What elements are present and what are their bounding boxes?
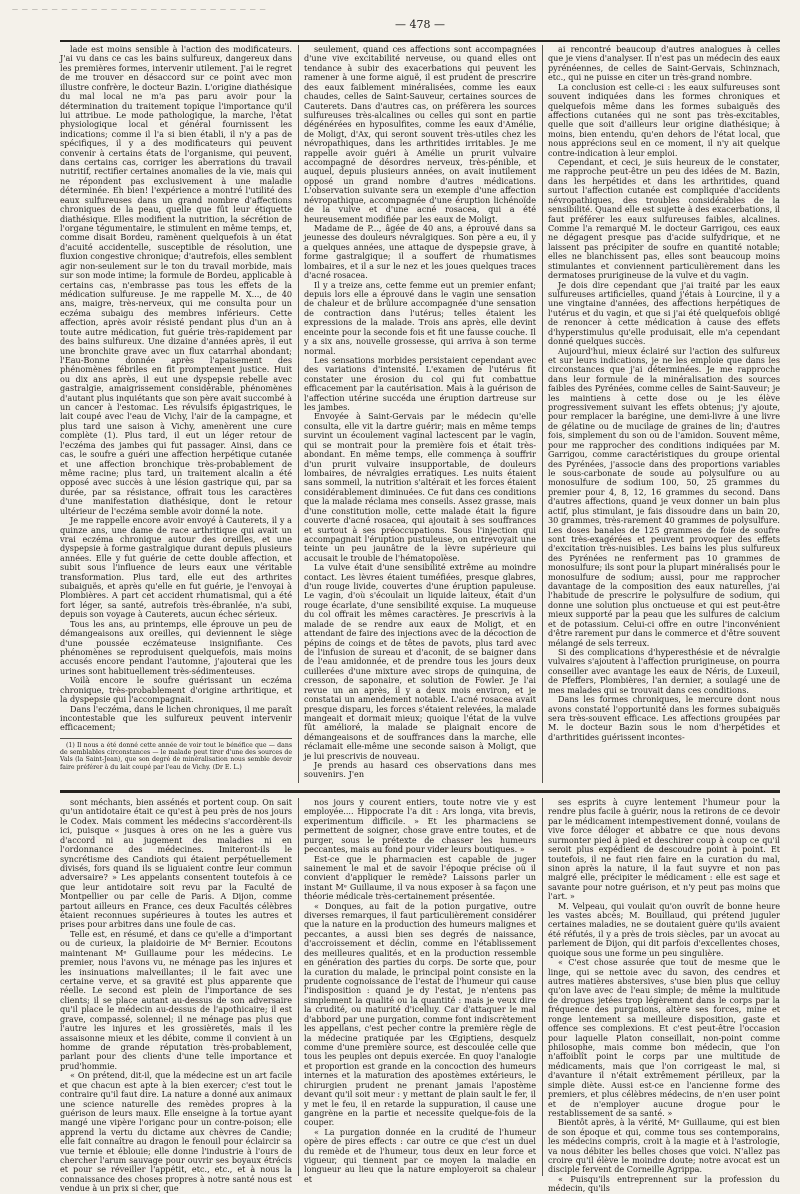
- paragraph: Aujourd'hui, mieux éclairé sur l'action des sulfureux et sur leurs indications, je ne les emploie que dans les circonstances que j'ai déterminées. Je me rapproche dans leur formule de la minéralisation des sources faibles des Pyrénées, comme celles de Saint-Sauveur; je les maintiens à cette dose ou je les élève progressivement suivant les effets obtenus; j'y ajoute, pour remplacer la barégine, une demi-livre à une livre de gélatine ou de mucilage de graines de lin; d'autres fois, simplement du son ou de l'amidon. Souvent même, pour me rapprocher des conditions indiquées par M. Garrigou, comme caractéristiques du groupe oriental des Pyrénées, j'associe dans des proportions variables le sous-carbonate de soude au polysulfure ou au monosulfure de sodium 100, 50, 25 grammes du premier pour 4, 8, 12, 16 grammes du second. Dans d'autres affections, quand je veux donner un bain plus actif, plus stimulant, je fais dissoudre dans un bain 20, 30 grammes, très-rarement 40 grammes de polysulfure. Les doses banales de 125 grammes de foie de soufre sont très-exagérées et peuvent provoquer des effets d'excitation très-nuisibles. Les bains les plus sulfureux des Pyrénées ne renferment pas 10 grammes de monosulfure; ils sont pour la plupart minéralisés pour le monosulfure de sodium; aussi, pour me rapprocher davantage de la composition des eaux naturelles, j'ai l'habitude de prescrire le polysulfure de sodium, qui donne une solution plus onctueuse et qui est peut-être mieux supporté par la peau que les sulfures de calcium et de potassium. Celui-ci offre en outre l'inconvénient d'être rarement pur dans le commerce et d'être souvent mélangé de sels terreux.: [548, 345, 780, 648]
- paragraph: Les sensations morbides persistaient cependant avec des variations d'intensité. L'examen de l'utérus fit constater une érosion du col qui fut combattue efficacement par la cautérisation. Mais à la guérison de l'affection utérine succéda une éruption dartreuse sur les jambes.: [304, 354, 536, 413]
- column-divider: [542, 798, 543, 1176]
- paragraph: « La purgation donnée en la crudité de l'humeur opère de pires effects : car outre ce que c'est un duel du remède et de l'humeur, tous deux en leur force et vigueur, qui tiennent par ce moyen la maladie en longueur au lieu que la nature employeroit sa chaleur et: [304, 1126, 536, 1184]
- paragraph: Voilà encore le soufre guérissant un eczéma chronique, très-probablement d'origine arthritique, et la dyspepsie qui l'accompagnait.: [60, 675, 292, 705]
- paragraph: « Puisqu'ils entreprennent sur la profession du médecin, qu'ils: [548, 1173, 780, 1194]
- column-divider: [298, 798, 299, 1176]
- upper-column-1: [60, 45, 292, 783]
- paragraph: Telle est, en résumé, et dans ce qu'elle a d'important ou de curieux, la plaidoirie de Mᵉ Bernier. Ecoutons maintenant Mᵉ Guillaume pour les médecins. Le premier, nous l'avons vu, ne ménage pas les injures et les insinuations malveillantes; il le fait avec une certaine verve, et sa gravité est plus apparente que réelle. Le second est plein de l'importance de ses clients; il se place autant au-dessus de son adversaire qu'il place le médecin au-dessus de l'apothicaire; il est grave, compassé, solennel; il ne ménage pas plus que l'autre les injures et les grossièretés, mais il les assaisonne mieux et les débite, comme il convient à un homme de grande réputation très-probablement, parlant pour des clients d'une telle importance et prud'hommie.: [60, 928, 292, 1071]
- paragraph: « Donques, au fait de la potion purgative, outre diverses remarques, il faut particulièrement considérer que la nature en la production des humeurs malignes et peccantes, a aussi bien ses degrés de naissance, d'accroissement et déclin, comme en l'établissement des meilleures qualités, et en la production ressemble en génération des parties du corps. De sorte que, pour la curation du malade, le principal point consiste en la prudente cognoissance de l'estat de l'humeur qui cause l'indisposition : quand je dy l'estat, je n'entens pas simplement la qualité ou la quantité : mais je veux dire la crudité, ou maturité d'icelluy. Car d'attaquer le mal d'abbord par une purgation, comme font indiscrètement les appellans, c'est pecher contre la première règle de la médecine pratiquée par les Œgiptiens, desquelz comme d'une première source, est descoulée celle que tous les peuples ont depuis exercée. En quoy l'analogie et proportion est grande en la concoction des humeurs internes et la maturation des apostèmes extérieurs, le chirurgien prudent ne prenant jamais l'apostème devant qu'il soit meur : y mettant de plain sault le fer, il y met le feu, il en retarde la suppuration, il cause une gangrène en la partie et necessite quelque-fois de la couper.: [304, 900, 536, 1128]
- paragraph: Dans l'eczéma, dans le lichen chroniques, il me paraît incontestable que les sulfureux peuvent intervenir efficacement;: [60, 703, 292, 733]
- upper-column-3: [548, 45, 780, 783]
- paragraph: Tous les ans, au printemps, elle éprouve un peu de démangeaisons aux oreilles, qui deviennent le siège d'une poussée eczémateuse insignifiante. Ces phénomènes se reproduisent quelquefois, mais moins accusés encore pendant l'automne, j'ajouterai que les urines sont habituellement très-sédimenteuses.: [60, 618, 292, 676]
- lower-column-3: [548, 797, 780, 1194]
- paragraph: seulement, quand ces affections sont accompagnées d'une vive excitabilité nerveuse, ou quand elles ont tendance à subir des exacerbations qui peuvent les ramener à une forme aiguë, il est prudent de prescrire des eaux faiblement minéralisées, comme les eaux chaudes, celles de Saint-Sauveur, certaines sources de Cauterets. Dans d'autres cas, on préfèrera les sources sulfureuses très-alcalines ou celles qui sont en partie dégénérées en hyposulfites, comme les eaux d'Amélie, de Moligt, d'Ax, qui seront souvent très-utiles chez les névropathiques, dans les arthritides irritables. Je me rappelle avoir guéri à Amélie un prurit vulvaire accompagné de désordres nerveux, très-pénible, et auquel, depuis plusieurs années, on avait inutilement opposé un grand nombre d'autres médications. L'observation suivante sera un exemple d'une affection névropathique, accompagnée d'une éruption lichénoïde de la vulve et d'une acné rosacea, qui a été heureusement modifiée par les eaux de Moligt.: [304, 44, 536, 224]
- section-rule: [60, 790, 780, 793]
- paragraph: Envoyée à Saint-Gervais par le médecin qu'elle consulta, elle vit la dartre guérir; mais en même temps survint un écoulement vaginal lactescent par le vagin, qui se montrait pour la première fois et était très-abondant. En même temps, elle commença à souffrir d'un prurit vulvaire insupportable, de douleurs lombaires, de névralgies erratiques. Les nuits étaient sans sommeil, la nutrition s'altérait et les forces étaient considérablement diminuées. Ce fut dans ces conditions que la malade réclama mes conseils. Assez grasse, mais d'une constitution molle, cette malade était la figure couverte d'acné rosacea, qui ajoutait à ses souffrances et surtout à ses préoccupations. Sous l'injection qui accompagnait l'éruption pustuleuse, on entrevoyait une teinte un peu jaunâtre de la lèvre supérieure qui accusait le trouble de l'hématopoïèse.: [304, 411, 536, 563]
- page-header: [60, 14, 780, 40]
- scan-mark: — — — — — — — — — — — — — — — — — — — — — — — — — —: [12, 6, 267, 13]
- footnote: [60, 738, 292, 771]
- paragraph: ai rencontré beaucoup d'autres analogues à celles que je viens d'analyser. Il n'est pas un médecin des eaux pyrénéennes, de celles de Saint-Gervais, Schinznach, etc., qui ne puisse en citer un très-grand nombre.: [548, 44, 780, 83]
- paragraph: Bientôt après, à la vérité, Mᵉ Guillaume, qui est bien de son époque et qui, comme tous ses contemporains, les médecins compris, croit à la magie et à l'astrologie, va nous débiter les belles choses que voici. N'allez pas croire qu'il élève le moindre doute; notre avocat est un disciple fervent de Corneille Agrippa.: [548, 1117, 780, 1175]
- paragraph: Je prends au hasard ces observations dans mes souvenirs. J'en: [304, 760, 536, 780]
- paragraph: M. Velpeau, qui voulait qu'on ouvrît de bonne heure les vastes abcès; M. Bouillaud, qui prétend juguler certaines maladies, ne se doutaient guère qu'ils avaient été réfutés, il y a près de trois siècles, par un avocat au parlement de Dijon, qui dit parfois d'excellentes choses, quoique sous une forme un peu singulière.: [548, 900, 780, 958]
- page-number: — 478 —: [395, 18, 445, 31]
- paragraph: Dans les formes chroniques, le mercure dont nous avons constaté l'opportunité dans les formes subaiguës sera très-souvent efficace. Les affections groupées par M. le docteur Bazin sous le nom d'herpétides et d'arthritides guérissent incontes-: [548, 694, 780, 742]
- lower-column-2: [304, 797, 536, 1184]
- paragraph: Cependant, et ceci, je suis heureux de le constater, me rapproche peut-être un peu des idées de M. Bazin, dans les herpétides et dans les arthritides, quand surtout l'affection cutanée est compliquée d'accidents névropathiques, des troubles considérables de la sensibilité. Quand elle est sujette à des exacerbations, il faut préférer les eaux sulfureuses faibles, alcalines. Comme l'a remarqué M. le docteur Garrigou, ces eaux ne dégagent presque pas d'acide sulfydrique, et ne laissent pas précipiter de soufre en quantité notable; elles ne blanchissent pas, elles sont beaucoup moins stimulantes et conviennent particulièrement dans les dermatoses prurigineuse de la vulve et du vagin.: [548, 157, 780, 281]
- paragraph: Je dois dire cependant que j'ai traité par les eaux sulfureuses artificielles, quand j'étais à Lourcine, il y a une vingtaine d'années, des affections herpétiques de l'utérus et du vagin, et que si j'ai été quelquefois obligé de renoncer à cette médication à cause des effets d'hyperstimulus qu'elle produisait, elle m'a cependant donné quelques succès.: [548, 279, 780, 347]
- paragraph: Je me rappelle encore avoir envoyé à Cauterets, il y a quinze ans, une dame de race arthritique qui avait un vrai eczéma chronique autour des oreilles, et une dyspepsie à forme gastralgique durant depuis plusieurs années. Elle y fut guérie de cette double affection, et subit sous l'influence de leurs eaux une véritable transformation. Plus tard, elle eut des arthrites subaiguës, et après qu'elle en fut guérie, je l'envoyai à Plombières. A part cet accident rhumatismal, qui a été fort léger, sa santé, autrefois très-ébranlée, n'a subi, depuis son voyage à Cauterets, aucun échec sérieux.: [60, 515, 292, 620]
- column-divider: [542, 45, 543, 783]
- footnote-text: (1) Il nous a été donné cette année de voir tout le bénéfice que — dans de semblables circonstances — le malade peut tirer d'une des sources de Vals (la Saint-Jean), que son degré de minéralisation nous semble devoir faire préférer à du lait coupé par l'eau de Vichy. (Dr E. L.): [60, 741, 292, 771]
- paragraph: Est-ce que le pharmacien est capable de juger sainement le mal et de savoir l'époque précise où il convient d'appliquer le remède? Laissons parler un instant Mᵉ Guillaume, il va nous exposer à sa façon une théorie médicale très-certainement présentée.: [304, 853, 536, 902]
- paragraph: Il y a treize ans, cette femme eut un premier enfant; depuis lors elle a éprouvé dans le vagin une sensation de chaleur et de brûlure accompagnée d'une sensation de contraction dans l'utérus; telles étaient les expressions de la malade. Trois ans après, elle devint enceinte pour la seconde fois et fit une fausse couche. Il y a six ans, nouvelle grossesse, qui arriva à son terme normal.: [304, 279, 536, 356]
- paragraph: La conclusion est celle-ci : les eaux sulfureuses sont souvent indiquées dans les formes chroniques et quelquefois même dans les formes subaiguës des affections cutanées qui ne sont pas très-excitables, quelle que soit d'ailleurs leur origine diathésique; à moins, bien entendu, qu'en dehors de l'état local, que nous apprécions seul en ce moment, il n'y ait quelque contre-indication à leur emploi.: [548, 81, 780, 158]
- paragraph: nos jours y courent entiers, toute notre vie y est employée.... Hippocrate l'a dit : Ars longa, vita brevis, experimentum difficile. » Et les pharmaciens se permettent de soigner, chose grave entre toutes, et de purger, sous le prétexte de chasser les humeurs peccantes, mais au fond pour vider leurs boutiques. »: [304, 797, 536, 855]
- paragraph: Madame de P..., âgée de 40 ans, a éprouvé dans sa jeunesse des douleurs névralgiques. Son père a eu, il y a quelques années, une attaque de dyspepsie grave, à forme gastralgique; il a souffert de rhumatismes lombaires, et il a sur le nez et les joues quelques traces d'acné rosacea.: [304, 223, 536, 281]
- lower-column-1: [60, 797, 292, 1194]
- header-rule: [60, 40, 780, 42]
- paragraph: « On prétend, dit-il, que la médecine est un art facile et que chacun est apte à la bien exercer; c'est tout le contraire qu'il faut dire. La nature a donné aux animaux une science naturelle des remèdes propres à la guérison de leurs maux. Elle enseigne à la tortue ayant mangé une vipère l'origanc pour un contre-poison; elle apprend la vertu du dictame aux chèvres de Candie; elle fait connaître au dragon le fenouil pour éclaircir sa vue ternie et éblouie; elle donne l'industrie à l'ours de chercher l'arum sauvage pour ouvrir ses boyaux étrécis et pour se réveiller l'appétit, etc., etc., et à nous la connaissance des choses propres à notre santé nous est vendue à un prix si cher, que: [60, 1070, 292, 1194]
- paragraph: lade est moins sensible à l'action des modificateurs. J'ai vu dans ce cas les bains sulfureux, dangereux dans les premières formes, intervenir utilement. J'ai le regret de me trouver en désaccord sur ce point avec mon illustre confrère, le docteur Bazin. L'origine diathésique du mal local ne m'a pas paru avoir pour la détermination du traitement topique l'importance qu'il lui attribue. Le mode pathologique, la marche, l'état physiologique local et général fournissent les indications; comme il l'a si bien établi, il n'y a pas de spécifiques, il y a des modificateurs qui peuvent convenir à certains états de l'organisme, qui peuvent, dans certains cas, corriger les aberrations du travail nutritif, rectifier certaines anomalies de la vie, mais qui ne répondent pas exclusivement à une maladie déterminée. Eh bien! l'expérience a montré l'utilité des eaux sulfureuses dans un grand nombre d'affections chroniques de la peau, quelle que fût leur étiquette diathésique. Elles modifient la nutrition, la sécrétion de l'organe tégumentaire, le stimulent en même temps, et, comme disait Bordeu, ramènent quelquefois à un état d'acuité accidentelle, susceptible de résolution, une fluxion congestive chronique; d'autrefois, elles semblent agir non-seulement sur le ton du travail morbide, mais sur son mode intime; la formule de Bordeu, applicable à certains cas, n'embrasse pas tous les effets de la médication sulfureuse. Je me rappelle M. X..., de 40 ans, maigre, très-nerveux, qui me consulta pour un eczéma subaigu des membres inférieurs. Cette affection, après avoir résisté pendant plus d'un an à toute autre médication, fut guérie très-rapidement par des bains sulfureux. Une dizaine d'années après, il eut une bronchite grave avec un flux catarrhal abondant; l'Eau-Bonne donnée après l'apaisement des phénomènes fébriles en fit promptement justice. Huit ou dix ans après, il eut une dyspepsie rebelle avec gastralgie, amaigrissement considérable, phénomènes d'autant plus inquiétants que son père avait succombé à un cancer à l'estomac. Les révulsifs épigastriques, le lait coupé avec l'eau de Vichy, l'air de la campagne, et plus tard une saison à Vichy, amenèrent une cure complète (1). Plus tard, il eut un léger retour de l'eczéma des jambes qui fut passager. Ainsi, dans ce cas, le soufre a guéri une affection herpétique cutanée et une affection bronchique très-probablement de même racine; plus tard, un traitement alcalin a été opposé avec succès à une lésion gastrique qui, par sa durée, par sa résistance, offrait tous les caractères d'une manifestation diathésique, dont le retour ultérieur de l'eczéma semble avoir donné la note.: [60, 44, 292, 516]
- paragraph: La vulve était d'une sensibilité extrême au moindre contact. Les lèvres étaient tuméfiées, presque glabres, d'un rouge livide, couvertes d'une éruption papuleuse. Le vagin, d'où s'écoulait un liquide laiteux, était d'un rouge écarlate, d'une sensibilité exquise. La muqueuse du col offrait les mêmes caractères. Je prescrivis à la malade de se rendre aux eaux de Moligt, et en attendant de faire des injections avec de la décoction de pépins de coings et de têtes de pavots, plus tard avec de l'infusion de sureau et d'aconit, de se baigner dans de l'eau amidonnée, et de prendre tous les jours deux cuillerées d'une mixture avec sirops de quinquina, de cresson, de saponaire, et solution de Fowler. Je l'ai revue un an après, il y a deux mois environ, et je constatai un amendement notable. L'acné rosacea avait presque disparu, les forces s'étaient relevées, la malade mangeait et dormait mieux; quoique l'état de la vulve fût amélioré, la malade se plaignait encore de démangeaisons et de souffrances dans la marche, elle réclamait elle-même une seconde saison à Moligt, que je lui prescrivis de nouveau.: [304, 562, 536, 761]
- paragraph: ses esprits à cuyre lentement l'humeur pour la rendre plus facile à guérir, nous la retirons de ce devoir par le médicament intempestivement donné, voulans de vive force déloger et abbatre ce que nous devons surmonter pied à pied et deschirer coup à coup ce qu'il seroit plus expédient de descoudre point à point. Et toutefois, il ne faut rien faire en la curation du mal, sinon après la nature, il la faut suyvre et non pas malgré elle, précipiter le médicament : elle est sage et savante pour notre guérison, et n'y peut pas moins que l'art. »: [548, 797, 780, 902]
- paragraph: « C'est chose assurée que tout de mesme que le linge, qui se nettoie avec du savon, des cendres et autres matières abstersives, s'use bien plus que celluy qu'on lave avec de l'eau simple; de même la multitude de drogues jetées trop légèrement dans le corps par la fréquence des purgations, altère ses forces, mine et ronge lentement sa meilleure disposition, gaste et offence ses complexions. Et c'est peut-être l'occasion pour laquelle Platon conseillait, non-point comme philosophe, mais comme bon médecin, que l'on n'affoiblît point le corps par une multitude de médicaments, mais que l'on corrigeast le mal, si d'avanture il n'était extrêmement périlleux, par la simple diète. Aussi est-ce en l'ancienne forme des premiers, et plus célèbres médecins, de n'en user point et de n'employer aucune drogue pour le restablissement de sa santé. »: [548, 957, 780, 1118]
- column-divider: [298, 45, 299, 783]
- paragraph: sont méchants, bien assénés et portent coup. On sait qu'un antidotaire était ce qu'est à peu près de nos jours le Codex. Mais comment les médecins s'accordèrent-ils ici, puisque « jusques à ores on ne les a guère vus d'accord ni au jugement des maladies ni en l'ordonnance des médecines. Imiteront-ils le syncrétisme des Candiots qui étaient perpétuellement divisés, fors quand ils se liguaient contre leur commun adversaire? » Les appelants consentent toutefois à ce que leur antidotaire soit revu par la Faculté de Montpellier ou par celle de Paris. A Dijon, comme partout ailleurs en France, ces deux Facultés célèbres étaient reconnues supérieures à toutes les autres et prises pour arbitres dans une foule de cas.: [60, 797, 292, 930]
- paragraph: Si des complications d'hyperesthésie et de névralgie vulvaires s'ajoutent à l'affection prurigineuse, on pourra conseiller avec avantage les eaux de Néris, de Luxeuil, de Pfeffers, Plombières, l'an dernier, a soulagé une de mes malades qui se trouvait dans ces conditions.: [548, 647, 780, 695]
- upper-column-2: [304, 45, 536, 783]
